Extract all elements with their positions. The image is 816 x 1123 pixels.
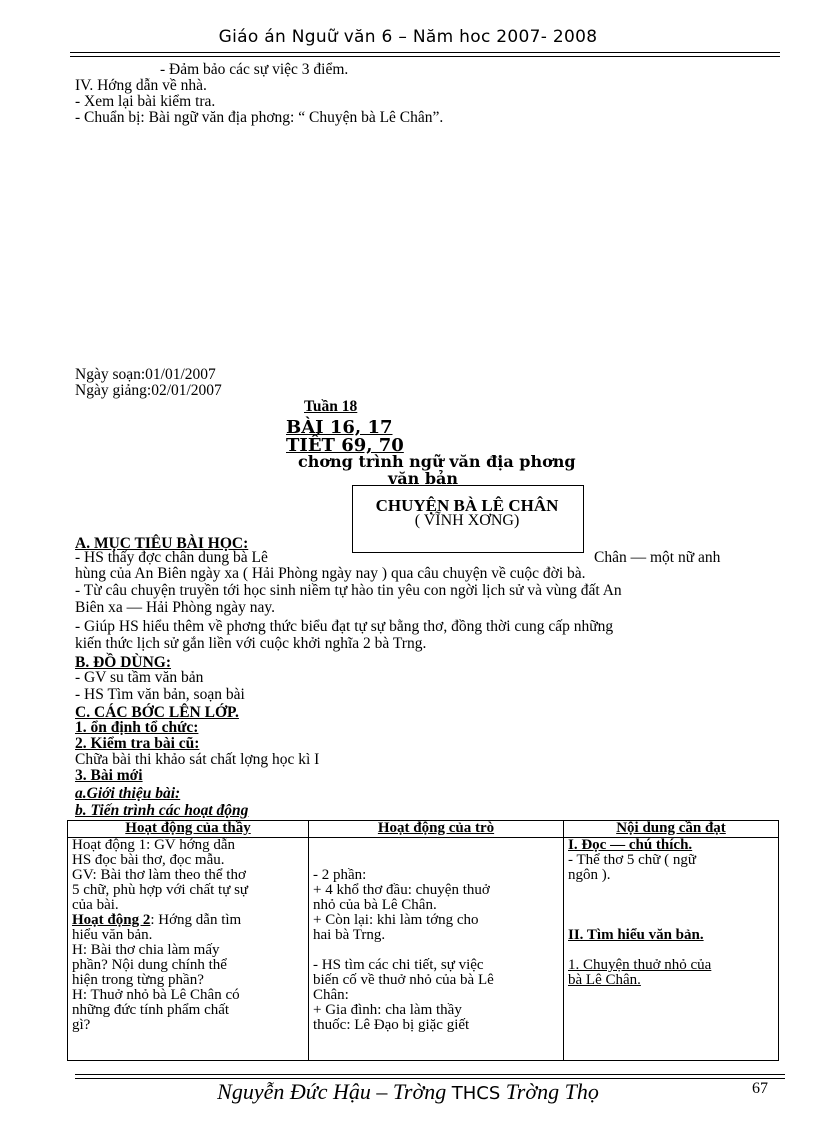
student-line: hai bà Trng. (313, 927, 386, 943)
section-c3a: a.Giới thiệu bài: (75, 785, 181, 802)
teacher-line: H: Bài thơ chia làm mấy (72, 942, 220, 958)
section-a-line6: kiến thức lịch sử gắn liền với cuộc khởi nghĩa 2 bà Trng. (75, 635, 427, 652)
section-a-line1a: - HS thấy đợc chân dung bà Lê (75, 549, 268, 566)
teacher-line: hiểu văn bản. (72, 927, 153, 943)
section-c3b: b. Tiến trình các hoạt động (75, 802, 249, 819)
teacher-line: của bài. (72, 897, 119, 913)
teacher-line: Hoạt động 2: Hớng dẫn tìm (72, 912, 242, 928)
lesson-vanban: văn bản (388, 469, 459, 488)
top-line-3: - Xem lại bài kiểm tra. (75, 93, 216, 110)
section-a-line4: Biên xa — Hải Phòng ngày nay. (75, 599, 276, 616)
header-rule-bottom (70, 56, 780, 57)
section-c2: 2. Kiểm tra bài cũ: (75, 735, 200, 752)
content-heading-2: II. Tìm hiểu văn bản. (568, 927, 704, 943)
top-line-2: IV. Hớng dẫn về nhà. (75, 77, 207, 94)
student-line: biến cố về thuở nhỏ của bà Lê (313, 972, 494, 988)
date-giang: Ngày giảng:02/01/2007 (75, 382, 222, 399)
content-line: 1. Chuyện thuở nhỏ của (568, 957, 712, 973)
section-b-line1: - GV su tầm văn bản (75, 669, 204, 686)
teacher-line: hiện trong từng phần? (72, 972, 204, 988)
hd2-label: Hoạt động 2 (72, 912, 151, 928)
student-line: thuốc: Lê Đạo bị giặc giết (313, 1017, 470, 1033)
table-header-teacher: Hoạt động của thầy (68, 821, 309, 838)
section-a-line1b: Chân — một nữ anh (594, 549, 721, 566)
student-line: + 4 khổ thơ đầu: chuyện thuở (313, 882, 490, 898)
section-b-title: B. ĐỒ DÙNG: (75, 654, 172, 671)
section-a-line5: - Giúp HS hiểu thêm về phơng thức biểu đạt tự sự bằng thơ, đồng thời cung cấp những (75, 618, 614, 635)
student-spacer (313, 838, 559, 868)
section-c3: 3. Bài mới (75, 767, 143, 784)
footer-rule-top (75, 1074, 785, 1075)
teacher-line: 5 chữ, phù hợp với chất tự sự (72, 882, 249, 898)
teacher-line: phần? Nội dung chính thể (72, 957, 227, 973)
story-title: CHUYỆN BÀ LÊ CHÂN (375, 496, 559, 515)
table-header-content: Nội dung cần đạt (564, 821, 779, 838)
content-line: bà Lê Chân. (568, 972, 641, 988)
student-line: - 2 phần: (313, 867, 367, 883)
teacher-line: HS đọc bài thơ, đọc mẫu. (72, 852, 225, 868)
teacher-line: GV: Bài thơ làm theo thể thơ (72, 867, 246, 883)
footer-school: THCS (451, 1083, 501, 1104)
footer-author: Nguyễn Đức Hậu – Trờng (217, 1079, 447, 1104)
section-a-line2: hùng của An Biên ngày xa ( Hải Phòng ngày nay ) qua câu chuyện về cuộc đời bà. (75, 565, 586, 582)
page-header: Giáo án Nguữ văn 6 – Năm hoc 2007- 2008 (218, 27, 598, 47)
teacher-column (72, 838, 304, 1060)
table-header-student: Hoạt động của trò (309, 821, 564, 838)
footer-place: Trờng Thọ (505, 1079, 599, 1104)
lesson-bai: BÀI 16, 17 (286, 417, 393, 438)
activity-table (67, 820, 779, 1061)
top-line-1: - Đảm bảo các sự việc 3 điểm. (160, 61, 349, 78)
content-column (568, 838, 774, 1060)
content-line: - Thể thơ 5 chữ ( ngữ (568, 852, 697, 868)
student-spacer (313, 943, 559, 958)
section-a-title: A. MỤC TIÊU BÀI HỌC: (75, 535, 249, 552)
page-number: 67 (752, 1080, 768, 1097)
header-rule-top (70, 52, 780, 53)
footer (0, 1079, 816, 1105)
student-line: + Còn lại: khi làm tớng cho (313, 912, 479, 928)
content-spacer (568, 943, 774, 958)
student-line: nhỏ của bà Lê Chân. (313, 897, 437, 913)
content-heading-1: I. Đọc — chú thích. (568, 838, 693, 853)
section-c1: 1. ổn định tổ chức: (75, 719, 199, 736)
student-line: + Gia đình: cha làm thầy (313, 1002, 462, 1018)
section-c-title: C. CÁC BỚC LÊN LỚP. (75, 704, 239, 721)
content-line: ngôn ). (568, 867, 611, 883)
content-spacer (568, 883, 774, 928)
student-line: Chân: (313, 987, 349, 1003)
teacher-line: gì? (72, 1017, 91, 1033)
lesson-tiet: TIẾT 69, 70 (286, 435, 404, 456)
story-subtitle: ( VĨNH XƠNG) (414, 512, 520, 529)
student-column (313, 838, 559, 1060)
teacher-line: H: Thuở nhỏ bà Lê Chân có (72, 987, 240, 1003)
student-line: - HS tìm các chi tiết, sự việc (313, 957, 484, 973)
lesson-program: chơng trình ngữ văn địa phơng (298, 452, 576, 471)
teacher-line: Hoạt động 1: GV hớng dẫn (72, 838, 236, 853)
top-line-4: - Chuẩn bị: Bài ngữ văn địa phơng: “ Chuyện bà Lê Chân”. (75, 109, 444, 126)
section-c2-line: Chữa bài thi khảo sát chất lợng học kì I (75, 751, 320, 768)
teacher-line: những đức tính phẩm chất (72, 1002, 230, 1018)
lesson-week: Tuần 18 (304, 398, 358, 415)
section-a-line3: - Từ câu chuyện truyền tới học sinh niềm tự hào tin yêu con ngời lịch sử và vùng đất An (75, 582, 622, 599)
date-soan: Ngày soạn:01/01/2007 (75, 366, 216, 383)
section-b-line2: - HS Tìm văn bản, soạn bài (75, 686, 245, 703)
